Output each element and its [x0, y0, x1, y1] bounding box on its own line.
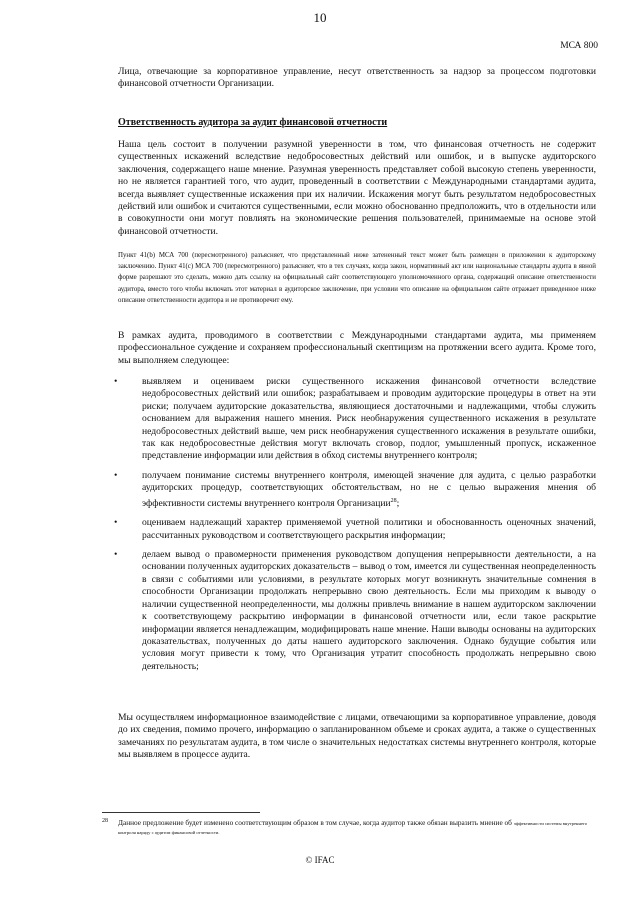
footnote-mark: 28: [102, 818, 108, 824]
footnote: [102, 818, 598, 836]
footnote-text-small: эффективности системы внутреннего контроля наряду с аудитом финансовой отчетности.: [118, 821, 588, 835]
list-item: • делаем вывод о правомерности применения руководством допущения непрерывности деятельности, а на основании полученных аудиторских доказательств – вывод о том, имеется ли существенная неопределенность в связи с событиями или условиями, в результате которых могут возникнуть значительные сомнения в способности Организации продолжать непрерывно свою деятельность. Если мы приходим к выводу о наличии существенной неопределенности, мы должны привлечь внимание в нашем аудиторском заключении к соответствующему раскрытию информации в финансовой отчетности или, если такое раскрытие информации является ненадлежащим, модифицировать наше мнение. Наши выводы основаны на аудиторских доказательствах, полученных до даты нашего аудиторского заключения. Однако будущие события или условия могут привести к тому, что Организация утратит способность продолжать непрерывно свою деятельность;: [114, 549, 596, 672]
standard-code: МСА 800: [560, 41, 598, 51]
footnote-divider: [102, 812, 260, 813]
shaded-note: Пункт 41(b) МСА 700 (пересмотренного) разъясняет, что представленный ниже затененный текст может быть размещен в приложении к аудиторскому заключению. Пункт 41(c) МСА 700 (пересмотренного) разъясняет, что в тех случаях, когда закон, нормативный акт или национальные стандарты аудита в явной форме разрешают это сделать, можно дать ссылку на официальный сайт соответствующего уполномоченного органа, содержащий описание ответственности аудитора, вместо того чтобы включать этот материал в аудиторское заключение, при условии что описание на официальном сайте отражает приведенное ниже описание ответственности аудитора и не противоречит ему.: [118, 252, 596, 304]
list-item: • оцениваем надлежащий характер применяемой учетной политики и обоснованность оценочных значений, рассчитанных руководством и соответствующего раскрытия информации;: [114, 517, 596, 541]
copyright-footer: © IFAC: [305, 855, 335, 865]
audit-procedures-intro-paragraph: В рамках аудита, проводимого в соответствии с Международными стандартами аудита, мы применяем профессиональное суждение и сохраняем профессиональный скептицизм на протяжении всего аудита. Кроме того, мы выполняем следующее:: [118, 330, 596, 366]
audit-procedures-list: [114, 376, 596, 680]
bullet-icon: •: [114, 376, 118, 387]
bullet-icon: •: [114, 469, 118, 481]
footnote-reference[interactable]: 28: [390, 497, 397, 504]
section-heading: Ответственность аудитора за аудит финансовой отчетности: [118, 117, 388, 128]
bullet-icon: •: [114, 549, 118, 561]
footnote-text: Данное предложение будет изменено соответствующим образом в том случае, когда аудитор также обязан выразить мнение об: [118, 818, 512, 827]
list-item: • выявляем и оцениваем риски существенного искажения финансовой отчетности вследствие недобросовестных действий или ошибок; разрабатываем и проводим аудиторские процедуры в ответ на эти риски; получаем аудиторские доказательства, являющиеся достаточными и надлежащими, чтобы служить основанием для выражения нашего мнения. Риск необнаружения существенного искажения в результате недобросовестных действий выше, чем риск необнаружения существенного искажения в результате ошибки, так как недобросовестные действия могут включать сговор, подлог, умышленный пропуск, искаженное представление информации или действия в обход системы внутреннего контроля;: [114, 376, 596, 462]
page-number: 10: [313, 10, 327, 25]
list-item: • получаем понимание системы внутреннего контроля, имеющей значение для аудита, с целью разработки аудиторских процедур, соответствующих обстоятельствам, но не с целью выражения мнения об эффективности системы внутреннего контроля Организации$^{28}$;: [114, 469, 596, 509]
communication-paragraph: Мы осуществляем информационное взаимодействие с лицами, отвечающими за корпоративное управление, доводя до их сведения, помимо прочего, информацию о запланированном объеме и сроках аудита, а также о существенных замечаниях по результатам аудита, в том числе о значительных недостатках системы внутреннего контроля, которые мы выявляем в процессе аудита.: [118, 712, 596, 761]
intro-paragraph: Лица, отвечающие за корпоративное управление, несут ответственность за надзор за процессом подготовки финансовой отчетности Организации.: [118, 66, 596, 90]
bullet-icon: •: [114, 517, 118, 529]
auditor-objective-paragraph: Наша цель состоит в получении разумной уверенности в том, что финансовая отчетность не содержит существенных искажений вследствие недобросовестных действий или ошибок, и в выпуске аудиторского заключения, содержащего наше мнение. Разумная уверенность представляет собой высокую степень уверенности, но не является гарантией того, что аудит, проведенный в соответствии с Международными стандартами аудита, всегда выявляет существенные искажения при их наличии. Искажения могут быть результатом недобросовестных действий или ошибок и считаются существенными, если можно обоснованно предположить, что в отдельности или в совокупности они могут повлиять на экономические решения пользователей, принимаемые на основе этой финансовой отчетности.: [118, 139, 596, 237]
